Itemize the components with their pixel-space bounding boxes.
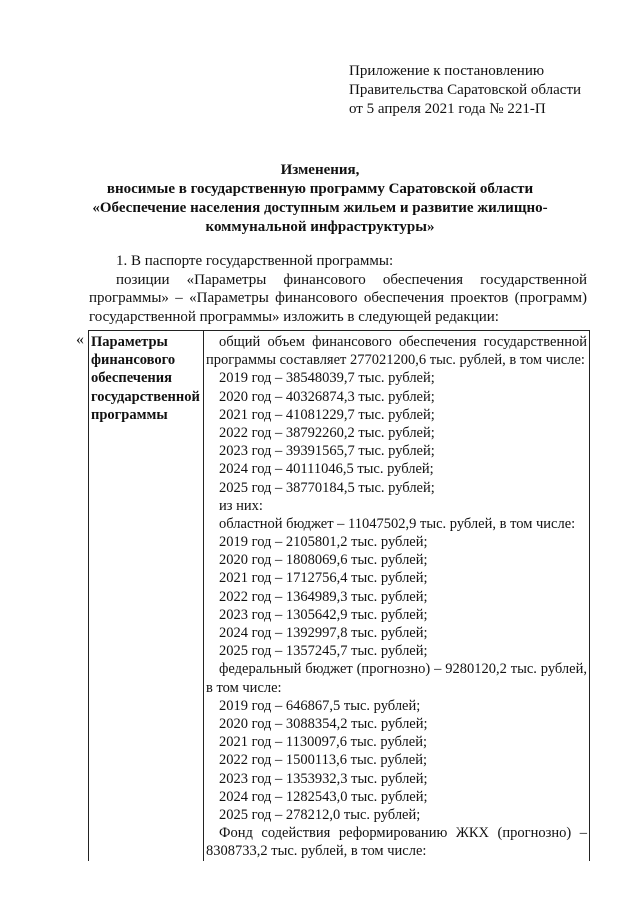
regional-budget-line: областной бюджет – 11047502,9 тыс. рублей, в том числе: bbox=[219, 515, 576, 532]
federal-budget-line: в том числе: bbox=[206, 679, 282, 696]
title-line: вносимые в государственную программу Саратовской области bbox=[106, 181, 534, 197]
housing-fund-line: Фонд содействия реформированию ЖКХ (прогнозно) – bbox=[219, 825, 587, 842]
intro-text bbox=[89, 252, 587, 326]
regional-year-line: 2019 год – 2105801,2 тыс. рублей; bbox=[219, 534, 428, 551]
regional-year-line: 2024 год – 1392997,8 тыс. рублей; bbox=[219, 625, 428, 641]
table-value-cell bbox=[206, 333, 587, 860]
title-line: коммунальной инфраструктуры» bbox=[205, 219, 435, 235]
total-year-line: 2019 год – 38548039,7 тыс. рублей; bbox=[219, 370, 435, 387]
label-line: Параметры bbox=[91, 334, 168, 350]
federal-year-line: 2024 год – 1282543,0 тыс. рублей; bbox=[219, 788, 428, 805]
appendix-line: Приложение к постановлению bbox=[349, 63, 545, 79]
regional-year-line: 2025 год – 1357245,7 тыс. рублей; bbox=[219, 643, 428, 660]
table-label-cell bbox=[89, 331, 204, 861]
label-line: финансового bbox=[91, 352, 176, 369]
total-year-line: 2022 год – 38792260,2 тыс. рублей; bbox=[219, 424, 435, 441]
regional-year-line: 2021 год – 1712756,4 тыс. рублей; bbox=[219, 570, 428, 587]
table-label bbox=[89, 331, 203, 424]
total-line: общий объем финансового обеспечения государственной bbox=[219, 334, 587, 350]
federal-year-line: 2025 год – 278212,0 тыс. рублей; bbox=[219, 806, 421, 823]
federal-year-line: 2019 год – 646867,5 тыс. рублей; bbox=[219, 697, 421, 714]
title-line: «Обеспечение населения доступным жильем и развитие жилищно- bbox=[92, 200, 548, 216]
federal-year-line: 2021 год – 1130097,6 тыс. рублей; bbox=[219, 734, 427, 751]
of-them-line: из них: bbox=[219, 497, 263, 514]
regional-year-line: 2022 год – 1364989,3 тыс. рублей; bbox=[219, 588, 428, 605]
federal-year-line: 2022 год – 1500113,6 тыс. рублей; bbox=[219, 752, 427, 769]
title-line: Изменения, bbox=[280, 162, 360, 178]
intro-paragraph: позиции «Параметры финансового обеспечения государственной программы» – «Параметры финансового обеспечения проектов (программ) государственной программы» изложить в следующей редакции: bbox=[89, 271, 587, 325]
label-line: обеспечения bbox=[91, 370, 172, 387]
federal-year-line: 2020 год – 3088354,2 тыс. рублей; bbox=[219, 715, 428, 732]
appendix-line: от 5 апреля 2021 года № 221-П bbox=[349, 101, 546, 117]
financing-table bbox=[88, 330, 590, 861]
document-title bbox=[60, 161, 580, 237]
housing-fund-line: 8308733,2 тыс. рублей, в том числе: bbox=[206, 843, 427, 860]
regional-year-line: 2020 год – 1808069,6 тыс. рублей; bbox=[219, 552, 428, 569]
total-year-line: 2025 год – 38770184,5 тыс. рублей; bbox=[219, 479, 435, 496]
total-year-line: 2020 год – 40326874,3 тыс. рублей; bbox=[219, 388, 435, 405]
opening-quote-mark: « bbox=[76, 331, 84, 348]
regional-year-line: 2023 год – 1305642,9 тыс. рублей; bbox=[219, 606, 428, 623]
appendix-line: Правительства Саратовской области bbox=[349, 82, 582, 98]
appendix-header bbox=[349, 62, 581, 119]
label-line: программы bbox=[91, 406, 168, 423]
total-year-line: 2024 год – 40111046,5 тыс. рублей; bbox=[219, 461, 434, 478]
total-year-line: 2023 год – 39391565,7 тыс. рублей; bbox=[219, 443, 435, 460]
federal-year-line: 2023 год – 1353932,3 тыс. рублей; bbox=[219, 770, 428, 787]
total-year-line: 2021 год – 41081229,7 тыс. рублей; bbox=[219, 406, 435, 423]
total-line: программы составляет 277021200,6 тыс. рублей, в том числе: bbox=[206, 352, 585, 369]
federal-budget-line: федеральный бюджет (прогнозно) – 9280120,2 тыс. рублей, bbox=[219, 661, 587, 678]
label-line: государственной bbox=[91, 388, 200, 405]
intro-item: 1. В паспорте государственной программы: bbox=[116, 253, 394, 269]
